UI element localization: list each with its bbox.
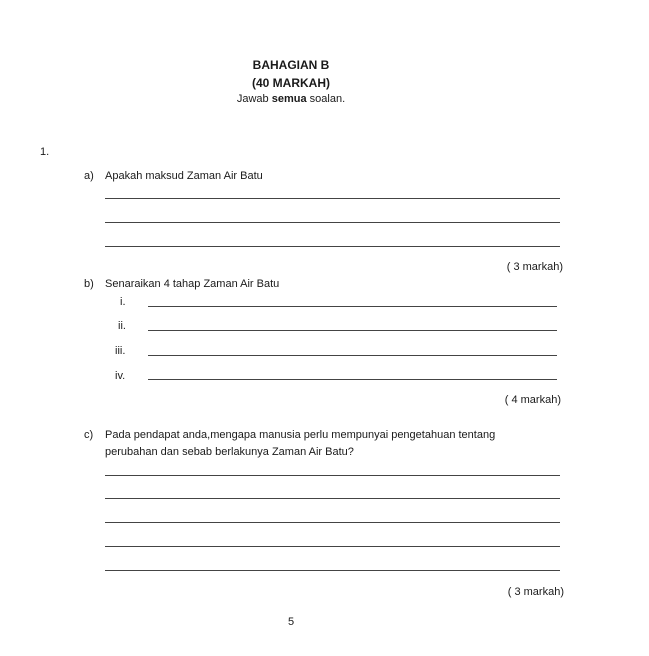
answer-line[interactable] bbox=[105, 570, 560, 571]
answer-line[interactable] bbox=[105, 546, 560, 547]
part-b-label: b) bbox=[84, 278, 94, 290]
answer-line[interactable] bbox=[105, 246, 560, 247]
part-b-marks: ( 4 markah) bbox=[504, 394, 561, 406]
list-numeral-iv: iv. bbox=[115, 370, 126, 382]
question-number: 1. bbox=[40, 146, 50, 158]
part-a-marks: ( 3 markah) bbox=[506, 261, 563, 273]
part-c-marks: ( 3 markah) bbox=[507, 586, 564, 598]
part-a-label: a) bbox=[84, 170, 94, 182]
list-numeral-i: i. bbox=[120, 296, 126, 308]
answer-line[interactable] bbox=[105, 198, 560, 199]
total-marks: (40 MARKAH) bbox=[252, 76, 330, 90]
answer-line[interactable] bbox=[148, 355, 557, 356]
part-c-question-line2: perubahan dan sebab berlakunya Zaman Air Batu? bbox=[105, 446, 354, 458]
answer-line[interactable] bbox=[105, 522, 560, 523]
answer-line[interactable] bbox=[105, 498, 560, 499]
instruction bbox=[237, 93, 345, 105]
answer-line[interactable] bbox=[148, 379, 557, 380]
answer-line[interactable] bbox=[148, 306, 557, 307]
list-numeral-iii: iii. bbox=[115, 345, 126, 357]
answer-line[interactable] bbox=[105, 475, 560, 476]
instruction-text-end: soalan. bbox=[306, 93, 346, 105]
instruction-emphasis: semua bbox=[271, 93, 307, 105]
part-c-label: c) bbox=[84, 429, 94, 441]
instruction-text-start: Jawab bbox=[236, 93, 272, 105]
list-numeral-ii: ii. bbox=[118, 320, 126, 332]
part-c-question-line1: Pada pendapat anda,mengapa manusia perlu mempunyai pengetahuan tentang bbox=[105, 429, 496, 441]
answer-line[interactable] bbox=[148, 330, 557, 331]
part-a-question: Apakah maksud Zaman Air Batu bbox=[105, 170, 263, 182]
answer-line[interactable] bbox=[105, 222, 560, 223]
page-number: 5 bbox=[287, 616, 295, 628]
section-title: BAHAGIAN B bbox=[252, 58, 330, 72]
part-b-question: Senaraikan 4 tahap Zaman Air Batu bbox=[105, 278, 280, 290]
